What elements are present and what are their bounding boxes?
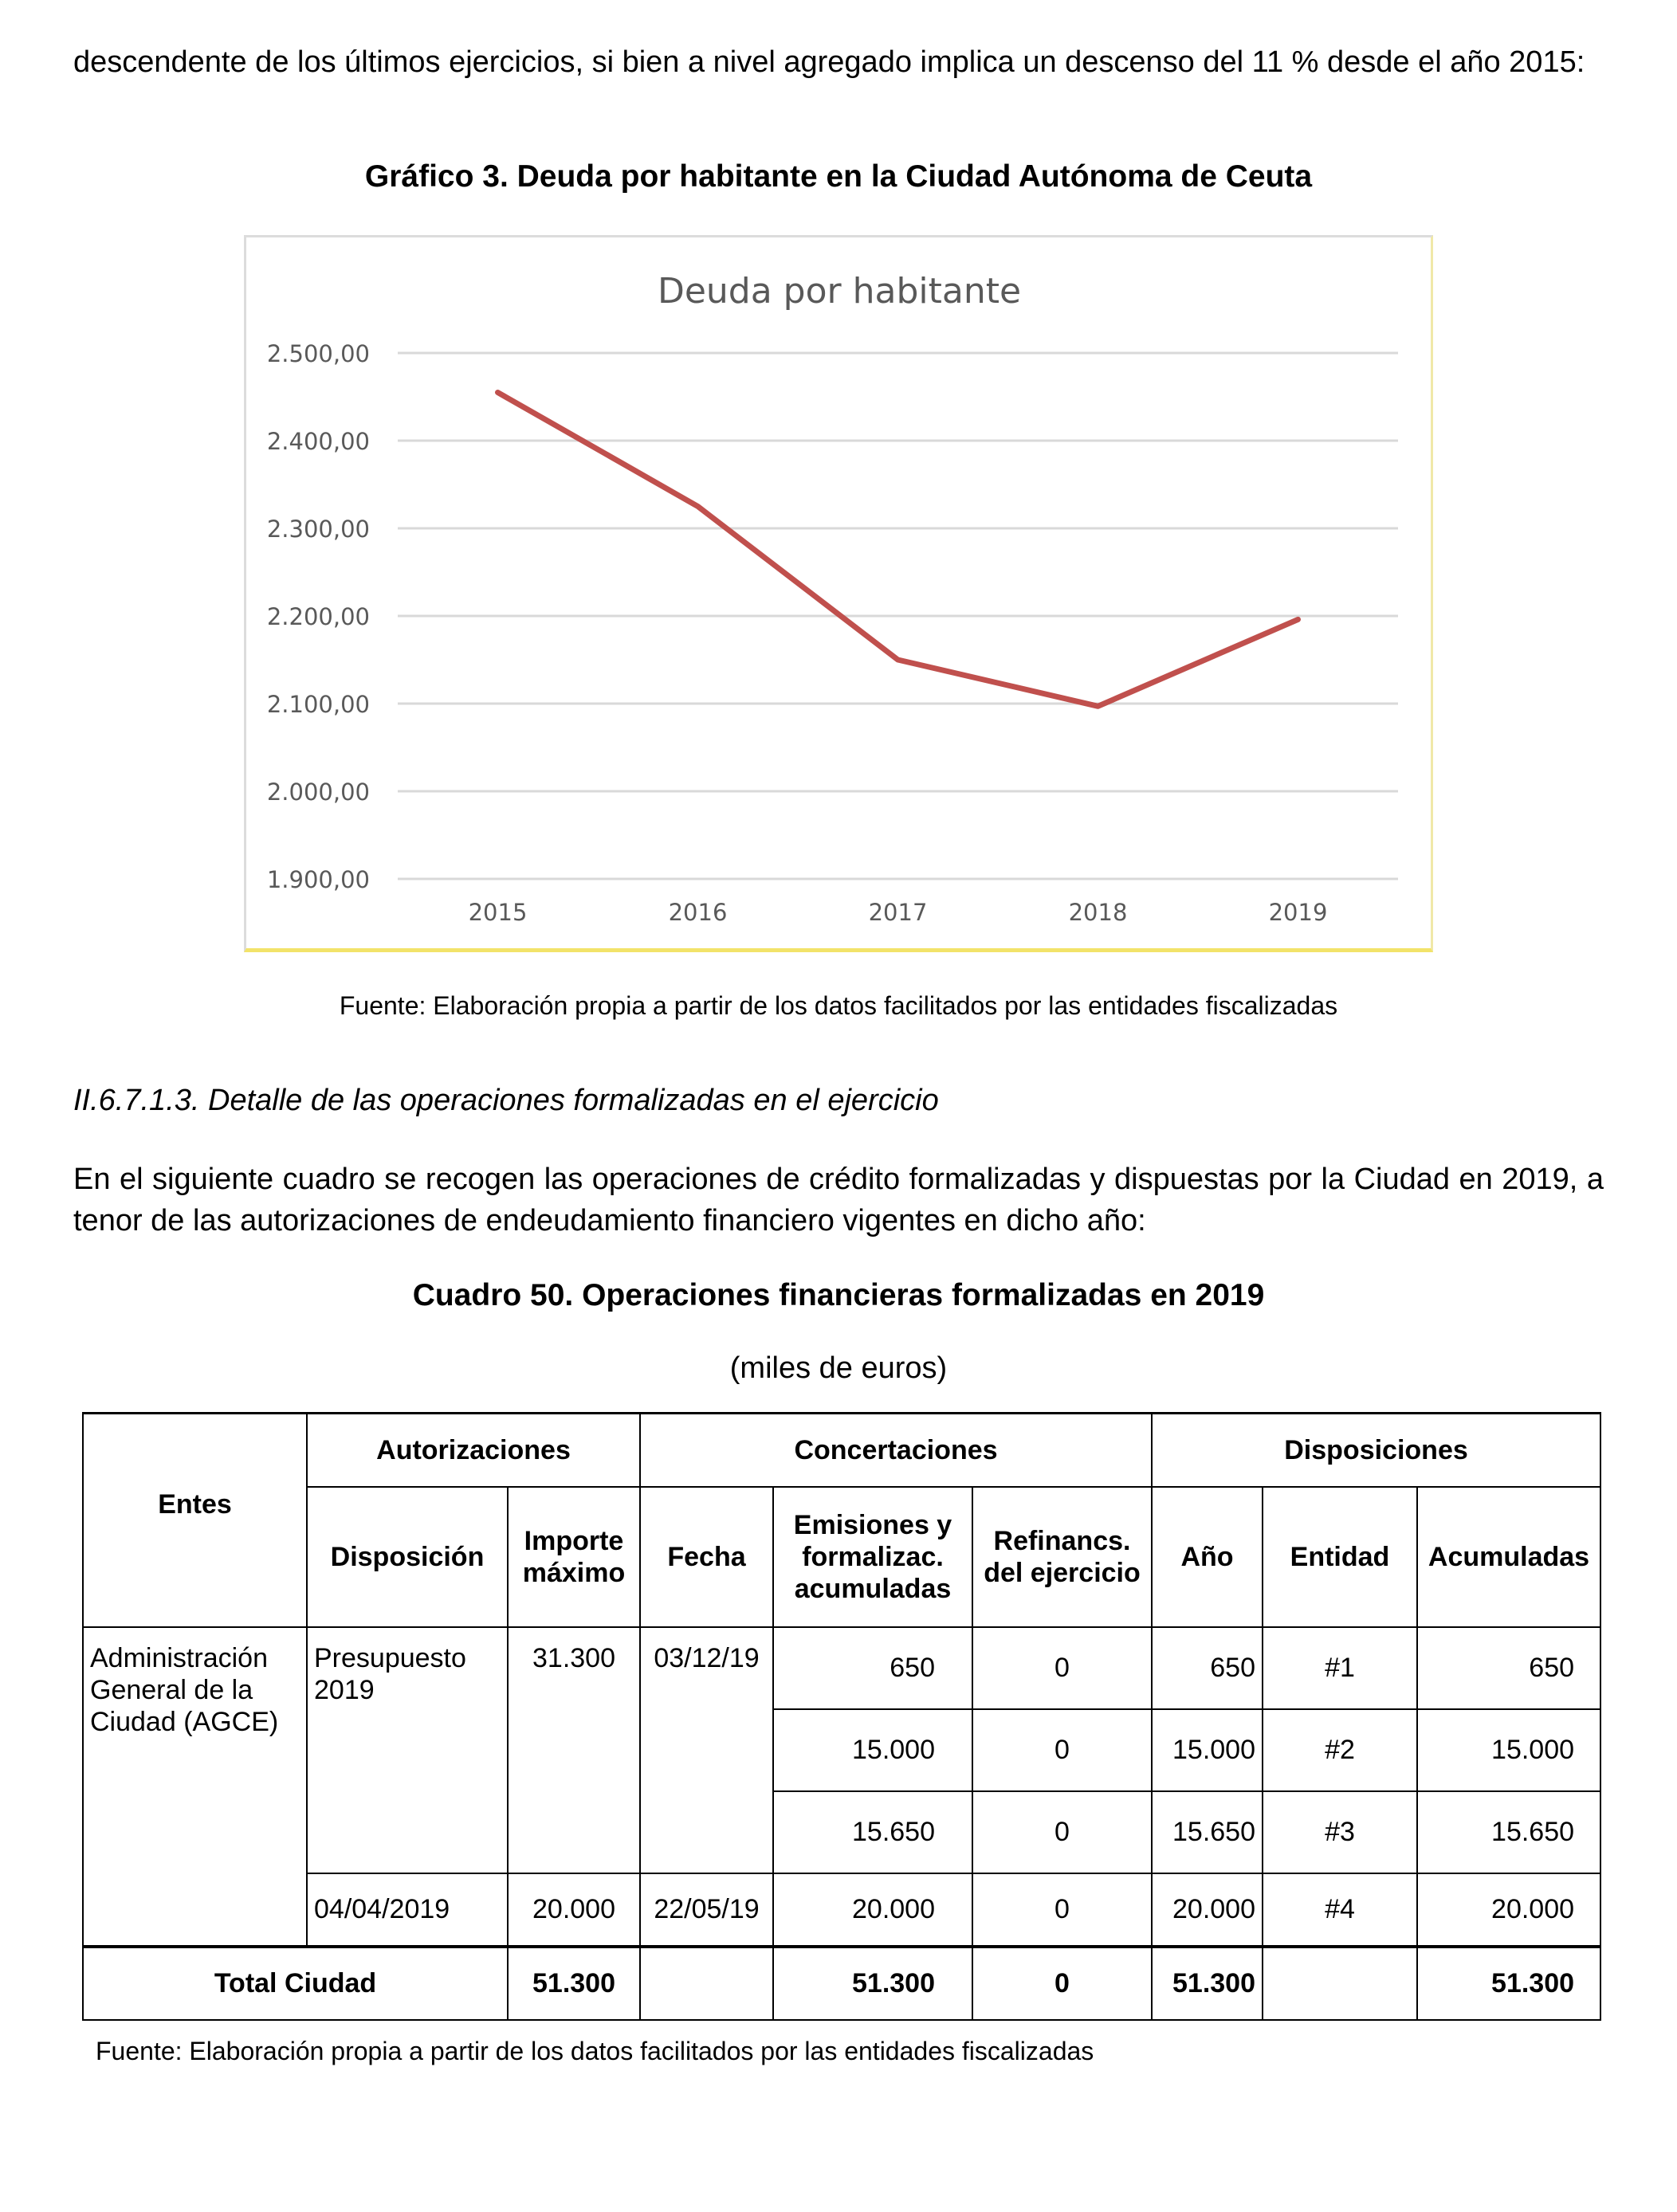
total-row: [83, 1947, 1600, 2020]
body-paragraph: En el siguiente cuadro se recogen las operaciones de crédito formalizadas y dispuestas por la Ciudad en 2019, a tenor de las autorizaciones de endeudamiento financiero vigentes en dicho año:: [73, 1163, 1604, 1237]
chart-caption: Gráfico 3. Deuda por habitante en la Ciudad Autónoma de Ceuta: [364, 159, 1313, 194]
disposicion-cell: 04/04/2019: [307, 1873, 508, 1947]
header-emisiones: Emisiones y formalizac. acumuladas: [773, 1487, 972, 1627]
fecha-cell: 22/05/19: [640, 1873, 773, 1947]
data-point: [897, 660, 898, 661]
anio-cell: 15.650: [1152, 1791, 1263, 1873]
intro-paragraph: descendente de los últimos ejercicios, si bien a nivel agregado implica un descenso del 11 % desde el año 2015:: [73, 45, 1585, 79]
acumuladas-cell: 15.650: [1417, 1791, 1600, 1873]
emisiones-cell: 650: [773, 1627, 972, 1709]
y-tick-label: 2.200,00: [266, 603, 370, 630]
refinancs-cell: 0: [972, 1873, 1152, 1947]
y-tick-label: 2.100,00: [266, 691, 370, 718]
fecha-cell: 03/12/19: [640, 1627, 773, 1873]
entidad-cell: #2: [1263, 1709, 1417, 1791]
refinancs-cell: 0: [972, 1627, 1152, 1709]
operations-table: [82, 1412, 1601, 2021]
table-unit: (miles de euros): [729, 1351, 948, 1385]
header-entidad: Entidad: [1263, 1487, 1417, 1627]
acumuladas-cell: 650: [1417, 1627, 1600, 1709]
total-label: Total Ciudad: [83, 1947, 508, 2020]
chart-source-note: Fuente: Elaboración propia a partir de los datos facilitados por las entidades fiscalizadas: [339, 991, 1338, 1020]
total-acumuladas: 51.300: [1417, 1947, 1600, 2020]
total-anio: 51.300: [1152, 1947, 1263, 2020]
chart-title: Deuda por habitante: [657, 271, 1022, 312]
acumuladas-cell: 15.000: [1417, 1709, 1600, 1791]
header-entes: Entes: [83, 1414, 307, 1627]
x-tick-label: 2019: [1268, 899, 1328, 926]
x-tick-label: 2017: [868, 899, 928, 926]
debt-per-capita-chart: [246, 237, 1431, 948]
header-autorizaciones: Autorizaciones: [307, 1414, 640, 1487]
header-concertaciones: Concertaciones: [640, 1414, 1152, 1487]
header-acumuladas: Acumuladas: [1417, 1487, 1600, 1627]
refinancs-cell: 0: [972, 1791, 1152, 1873]
chart-container: [244, 235, 1433, 952]
y-tick-label: 2.500,00: [266, 340, 370, 367]
total-refinancs: 0: [972, 1947, 1152, 2020]
importe-cell: 20.000: [508, 1873, 640, 1947]
header-importe-maximo: Importe máximo: [508, 1487, 640, 1627]
section-heading: II.6.7.1.3. Detalle de las operaciones formalizadas en el ejercicio: [73, 1084, 939, 1117]
total-fecha: [640, 1947, 773, 2020]
emisiones-cell: 15.650: [773, 1791, 972, 1873]
anio-cell: 650: [1152, 1627, 1263, 1709]
entidad-cell: #1: [1263, 1627, 1417, 1709]
y-tick-label: 2.300,00: [266, 516, 370, 543]
refinancs-cell: 0: [972, 1709, 1152, 1791]
header-fecha: Fecha: [640, 1487, 773, 1627]
total-emisiones: 51.300: [773, 1947, 972, 2020]
total-importe: 51.300: [508, 1947, 640, 2020]
emisiones-cell: 15.000: [773, 1709, 972, 1791]
header-disposicion: Disposición: [307, 1487, 508, 1627]
y-tick-label: 2.000,00: [266, 779, 370, 806]
y-tick-label: 2.400,00: [266, 428, 370, 455]
x-tick-label: 2016: [668, 899, 728, 926]
header-anio: Año: [1152, 1487, 1263, 1627]
total-entidad: [1263, 1947, 1417, 2020]
y-tick-label: 1.900,00: [266, 866, 370, 893]
header-disposiciones: Disposiciones: [1152, 1414, 1600, 1487]
anio-cell: 20.000: [1152, 1873, 1263, 1947]
anio-cell: 15.000: [1152, 1709, 1263, 1791]
importe-cell: 31.300: [508, 1627, 640, 1873]
entidad-cell: #3: [1263, 1791, 1417, 1873]
x-tick-label: 2015: [468, 899, 528, 926]
emisiones-cell: 20.000: [773, 1873, 972, 1947]
table-caption: Cuadro 50. Operaciones financieras formalizadas en 2019: [412, 1278, 1265, 1312]
table-row: [83, 1873, 1600, 1947]
ente-cell: Administración General de la Ciudad (AGCE): [83, 1627, 307, 1947]
entidad-cell: #4: [1263, 1873, 1417, 1947]
disposicion-cell: Presupuesto 2019: [307, 1627, 508, 1873]
x-tick-label: 2018: [1068, 899, 1128, 926]
table-row: [83, 1627, 1600, 1709]
table-source-note: Fuente: Elaboración propia a partir de los datos facilitados por las entidades fiscalizadas: [96, 2037, 1094, 2065]
acumuladas-cell: 20.000: [1417, 1873, 1600, 1947]
header-refinancs: Refinancs. del ejercicio: [972, 1487, 1152, 1627]
data-point: [497, 392, 498, 393]
data-point: [697, 506, 698, 507]
